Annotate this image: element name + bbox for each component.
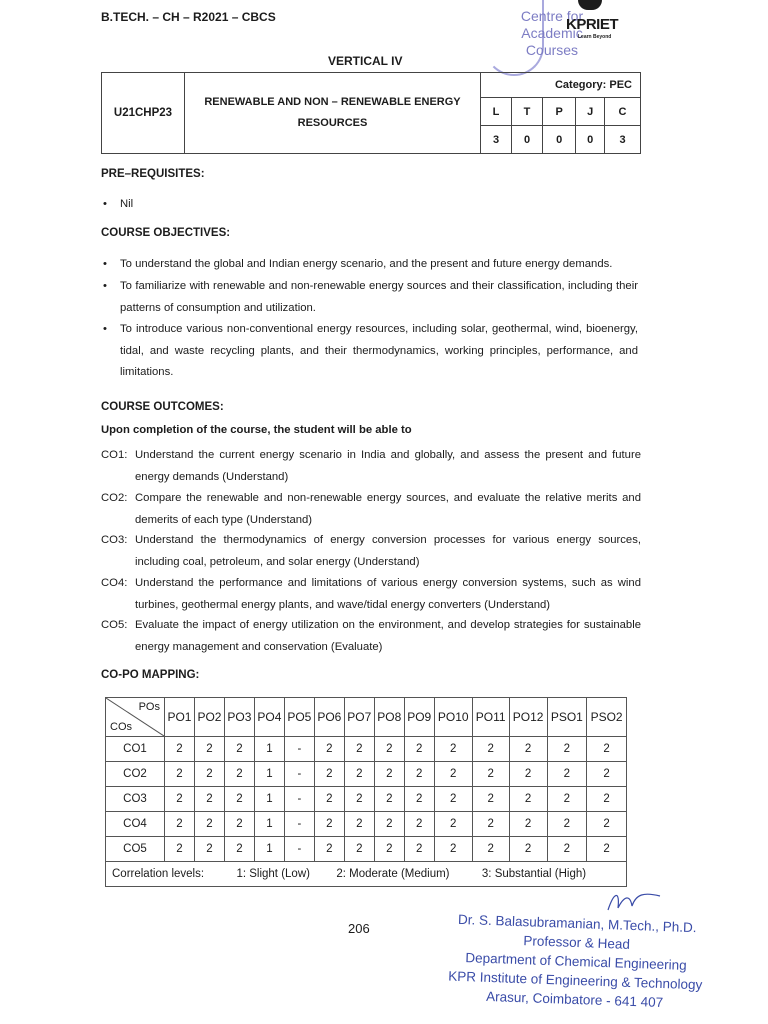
column-header: PO2 — [194, 698, 224, 737]
mapping-cell: - — [284, 837, 314, 862]
course-title-line-1: RENEWABLE AND NON – RENEWABLE ENERGY — [204, 96, 461, 108]
vertical-title: VERTICAL IV — [328, 54, 403, 68]
outcome-co2 — [101, 488, 641, 531]
column-header: PO7 — [344, 698, 374, 737]
correlation-legend — [106, 862, 627, 887]
column-header: PO11 — [472, 698, 509, 737]
column-header: PO5 — [284, 698, 314, 737]
mapping-cell: 1 — [254, 837, 284, 862]
mapping-cell: 2 — [404, 837, 434, 862]
mapping-cell: 2 — [434, 762, 472, 787]
mapping-cell: 2 — [165, 812, 195, 837]
mapping-cell: 2 — [224, 737, 254, 762]
ltpjc-value-j: 0 — [576, 126, 605, 154]
ltpjc-head-p: P — [543, 98, 576, 126]
mapping-cell: 2 — [165, 837, 195, 862]
mapping-cell: 2 — [547, 737, 587, 762]
outcome-text: Evaluate the impact of energy utilization on the environment, and develop strategies for sustainable energy management and conservation (Evaluate) — [135, 619, 641, 653]
column-header: PO8 — [374, 698, 404, 737]
mapping-cell: 2 — [404, 812, 434, 837]
mapping-cell: 2 — [374, 762, 404, 787]
mapping-cell: 2 — [587, 762, 627, 787]
correlation-legend-row — [106, 862, 627, 887]
outcome-code: CO3: — [101, 534, 128, 546]
bullet-icon: • — [103, 323, 107, 335]
mapping-cell: 2 — [547, 812, 587, 837]
stamp-line-3: Courses — [525, 42, 579, 58]
mapping-cell: 2 — [472, 787, 509, 812]
signature-scribble-icon — [604, 886, 664, 916]
mapping-cell: 2 — [165, 762, 195, 787]
mapping-cell: 2 — [434, 837, 472, 862]
column-header: PO4 — [254, 698, 284, 737]
mapping-cell: 2 — [314, 837, 344, 862]
legend-high: 3: Substantial (High) — [481, 868, 587, 880]
mapping-cell: 2 — [224, 812, 254, 837]
ltpjc-value-t: 0 — [512, 126, 543, 154]
mapping-corner-cell — [106, 698, 165, 737]
outcome-text: Understand the performance and limitations of various energy conversion systems, such as wind turbines, geothermal energy plants, and wave/tidal energy converters (Understand) — [135, 577, 641, 611]
mapping-cell: 2 — [344, 762, 374, 787]
course-title-line-2: RESOURCES — [297, 117, 368, 129]
legend-medium: 2: Moderate (Medium) — [336, 868, 450, 880]
signature-institute: KPR Institute of Engineering & Technology — [448, 968, 703, 993]
mapping-cell: 2 — [434, 737, 472, 762]
ltpjc-value-l: 3 — [481, 126, 512, 154]
column-header: PO12 — [509, 698, 547, 737]
mapping-cell: 2 — [374, 837, 404, 862]
mapping-cell: 2 — [404, 762, 434, 787]
program-header: B.TECH. – CH – R2021 – CBCS — [101, 10, 276, 24]
course-title — [185, 73, 481, 154]
stamp-line-1: Centre for — [520, 8, 584, 24]
outcome-text: Understand the thermodynamics of energy conversion processes for various energy sources, including coal, petroleum, and solar energy (Understand) — [135, 534, 641, 568]
ltpjc-head-c: C — [605, 98, 641, 126]
table-row — [106, 762, 627, 787]
table-row — [106, 837, 627, 862]
mapping-cell: 2 — [165, 787, 195, 812]
mapping-cell: 1 — [254, 737, 284, 762]
prerequisite-item: • Nil — [103, 194, 638, 216]
mapping-cell: 2 — [374, 812, 404, 837]
mapping-cell: 2 — [587, 737, 627, 762]
mapping-cell: 2 — [374, 737, 404, 762]
bullet-icon: • — [103, 198, 107, 210]
mapping-cell: 2 — [509, 812, 547, 837]
page-number: 206 — [348, 921, 370, 936]
mapping-cell: - — [284, 762, 314, 787]
column-header: PO9 — [404, 698, 434, 737]
mapping-heading: CO-PO MAPPING: — [101, 669, 200, 681]
mapping-cell: 2 — [509, 837, 547, 862]
mapping-cell: 2 — [404, 787, 434, 812]
outcome-co4 — [101, 573, 641, 616]
objective-item-1: • To understand the global and Indian energy scenario, and the present and future energy demands. — [103, 254, 638, 276]
mapping-cell: 2 — [547, 762, 587, 787]
mapping-cell: 2 — [472, 737, 509, 762]
objective-item-2: • To familiarize with renewable and non-renewable energy sources and their classification, including their patterns of consumption and utilization. — [103, 276, 638, 319]
outcome-code: CO1: — [101, 449, 128, 461]
logo-tagline: Learn Beyond — [578, 34, 612, 40]
outcome-co5 — [101, 615, 641, 658]
ltpjc-head-t: T — [512, 98, 543, 126]
mapping-cell: 1 — [254, 787, 284, 812]
mapping-cell: 2 — [374, 787, 404, 812]
outcome-co1 — [101, 445, 641, 488]
column-header: PO3 — [224, 698, 254, 737]
course-category: Category: PEC — [481, 73, 641, 98]
mapping-cell: 2 — [547, 837, 587, 862]
mapping-cell: 2 — [314, 737, 344, 762]
mapping-cell: 2 — [224, 762, 254, 787]
corner-pos-label: POs — [138, 701, 160, 713]
mapping-cell: 2 — [472, 837, 509, 862]
mapping-cell: - — [284, 737, 314, 762]
mapping-cell: 2 — [224, 837, 254, 862]
ltpjc-head-l: L — [481, 98, 512, 126]
table-row — [106, 812, 627, 837]
mapping-cell: 2 — [165, 737, 195, 762]
mapping-cell: 2 — [194, 837, 224, 862]
mapping-cell: 2 — [404, 737, 434, 762]
mapping-cell: 2 — [547, 787, 587, 812]
mapping-cell: 2 — [509, 737, 547, 762]
row-label: CO1 — [106, 737, 165, 762]
column-header: PSO2 — [587, 698, 627, 737]
institute-logo: KPRIET — [566, 16, 619, 33]
signature-name: Dr. S. Balasubramanian, M.Tech., Ph.D. — [457, 911, 697, 936]
mapping-cell: 2 — [194, 762, 224, 787]
mapping-cell: 2 — [194, 787, 224, 812]
co-po-mapping-table — [105, 697, 627, 887]
mapping-cell: 2 — [314, 762, 344, 787]
outcomes-heading: COURSE OUTCOMES: — [101, 401, 224, 413]
objectives-heading: COURSE OBJECTIVES: — [101, 227, 231, 239]
course-info-table — [101, 72, 641, 154]
mapping-cell: 2 — [434, 787, 472, 812]
table-row — [106, 737, 627, 762]
ltpjc-head-j: J — [576, 98, 605, 126]
mapping-cell: 2 — [344, 787, 374, 812]
mapping-cell: - — [284, 787, 314, 812]
course-code: U21CHP23 — [102, 73, 185, 154]
mapping-cell: 2 — [509, 787, 547, 812]
column-header: PO1 — [165, 698, 195, 737]
outcome-co3 — [101, 530, 641, 573]
row-label: CO5 — [106, 837, 165, 862]
row-label: CO4 — [106, 812, 165, 837]
mapping-cell: 2 — [194, 737, 224, 762]
outcomes-intro: Upon completion of the course, the student will be able to — [101, 424, 412, 436]
mapping-cell: 2 — [587, 812, 627, 837]
table-row — [106, 787, 627, 812]
mapping-cell: 2 — [434, 812, 472, 837]
mapping-cell: 2 — [224, 787, 254, 812]
outcome-code: CO5: — [101, 619, 128, 631]
mapping-cell: 1 — [254, 812, 284, 837]
mapping-cell: 2 — [344, 737, 374, 762]
outcome-code: CO4: — [101, 577, 128, 589]
mapping-cell: 2 — [509, 762, 547, 787]
outcome-text: Understand the current energy scenario in India and globally, and assess the present and future energy demands (Understand) — [135, 449, 641, 483]
column-header: PSO1 — [547, 698, 587, 737]
row-label: CO2 — [106, 762, 165, 787]
mapping-cell: 2 — [344, 812, 374, 837]
mapping-cell: 1 — [254, 762, 284, 787]
bullet-icon: • — [103, 280, 107, 292]
mapping-cell: 2 — [314, 787, 344, 812]
outcome-code: CO2: — [101, 492, 128, 504]
row-label: CO3 — [106, 787, 165, 812]
mapping-cell: 2 — [194, 812, 224, 837]
ltpjc-value-c: 3 — [605, 126, 641, 154]
outcome-text: Compare the renewable and non-renewable energy sources, and evaluate the relative merits and demerits of each type (Understand) — [135, 492, 641, 526]
signature-block — [428, 909, 723, 1014]
ltpjc-value-p: 0 — [543, 126, 576, 154]
mapping-cell: 2 — [472, 762, 509, 787]
signature-role: Professor & Head — [523, 933, 631, 952]
objective-item-3: • To introduce various non-conventional energy resources, including solar, geothermal, wind, bioenergy, tidal, and waste recycling plants, and their thermodynamics, working principles, performance, and limitations. — [103, 319, 638, 384]
signature-department: Department of Chemical Engineering — [465, 950, 687, 973]
legend-low: 1: Slight (Low) — [236, 868, 310, 880]
legend-label: Correlation levels: — [112, 868, 205, 880]
prerequisites-heading: PRE–REQUISITES: — [101, 168, 205, 180]
signature-place: Arasur, Coimbatore - 641 407 — [485, 988, 664, 1011]
mapping-header-row — [106, 698, 627, 737]
column-header: PO10 — [434, 698, 472, 737]
corner-cos-label: COs — [110, 721, 132, 733]
mapping-cell: 2 — [587, 837, 627, 862]
mapping-cell: 2 — [344, 837, 374, 862]
stamp-line-2: Academic — [521, 25, 583, 41]
mapping-cell: 2 — [314, 812, 344, 837]
column-header: PO6 — [314, 698, 344, 737]
mapping-cell: 2 — [587, 787, 627, 812]
mapping-cell: 2 — [472, 812, 509, 837]
mapping-cell: - — [284, 812, 314, 837]
bullet-icon: • — [103, 258, 107, 270]
